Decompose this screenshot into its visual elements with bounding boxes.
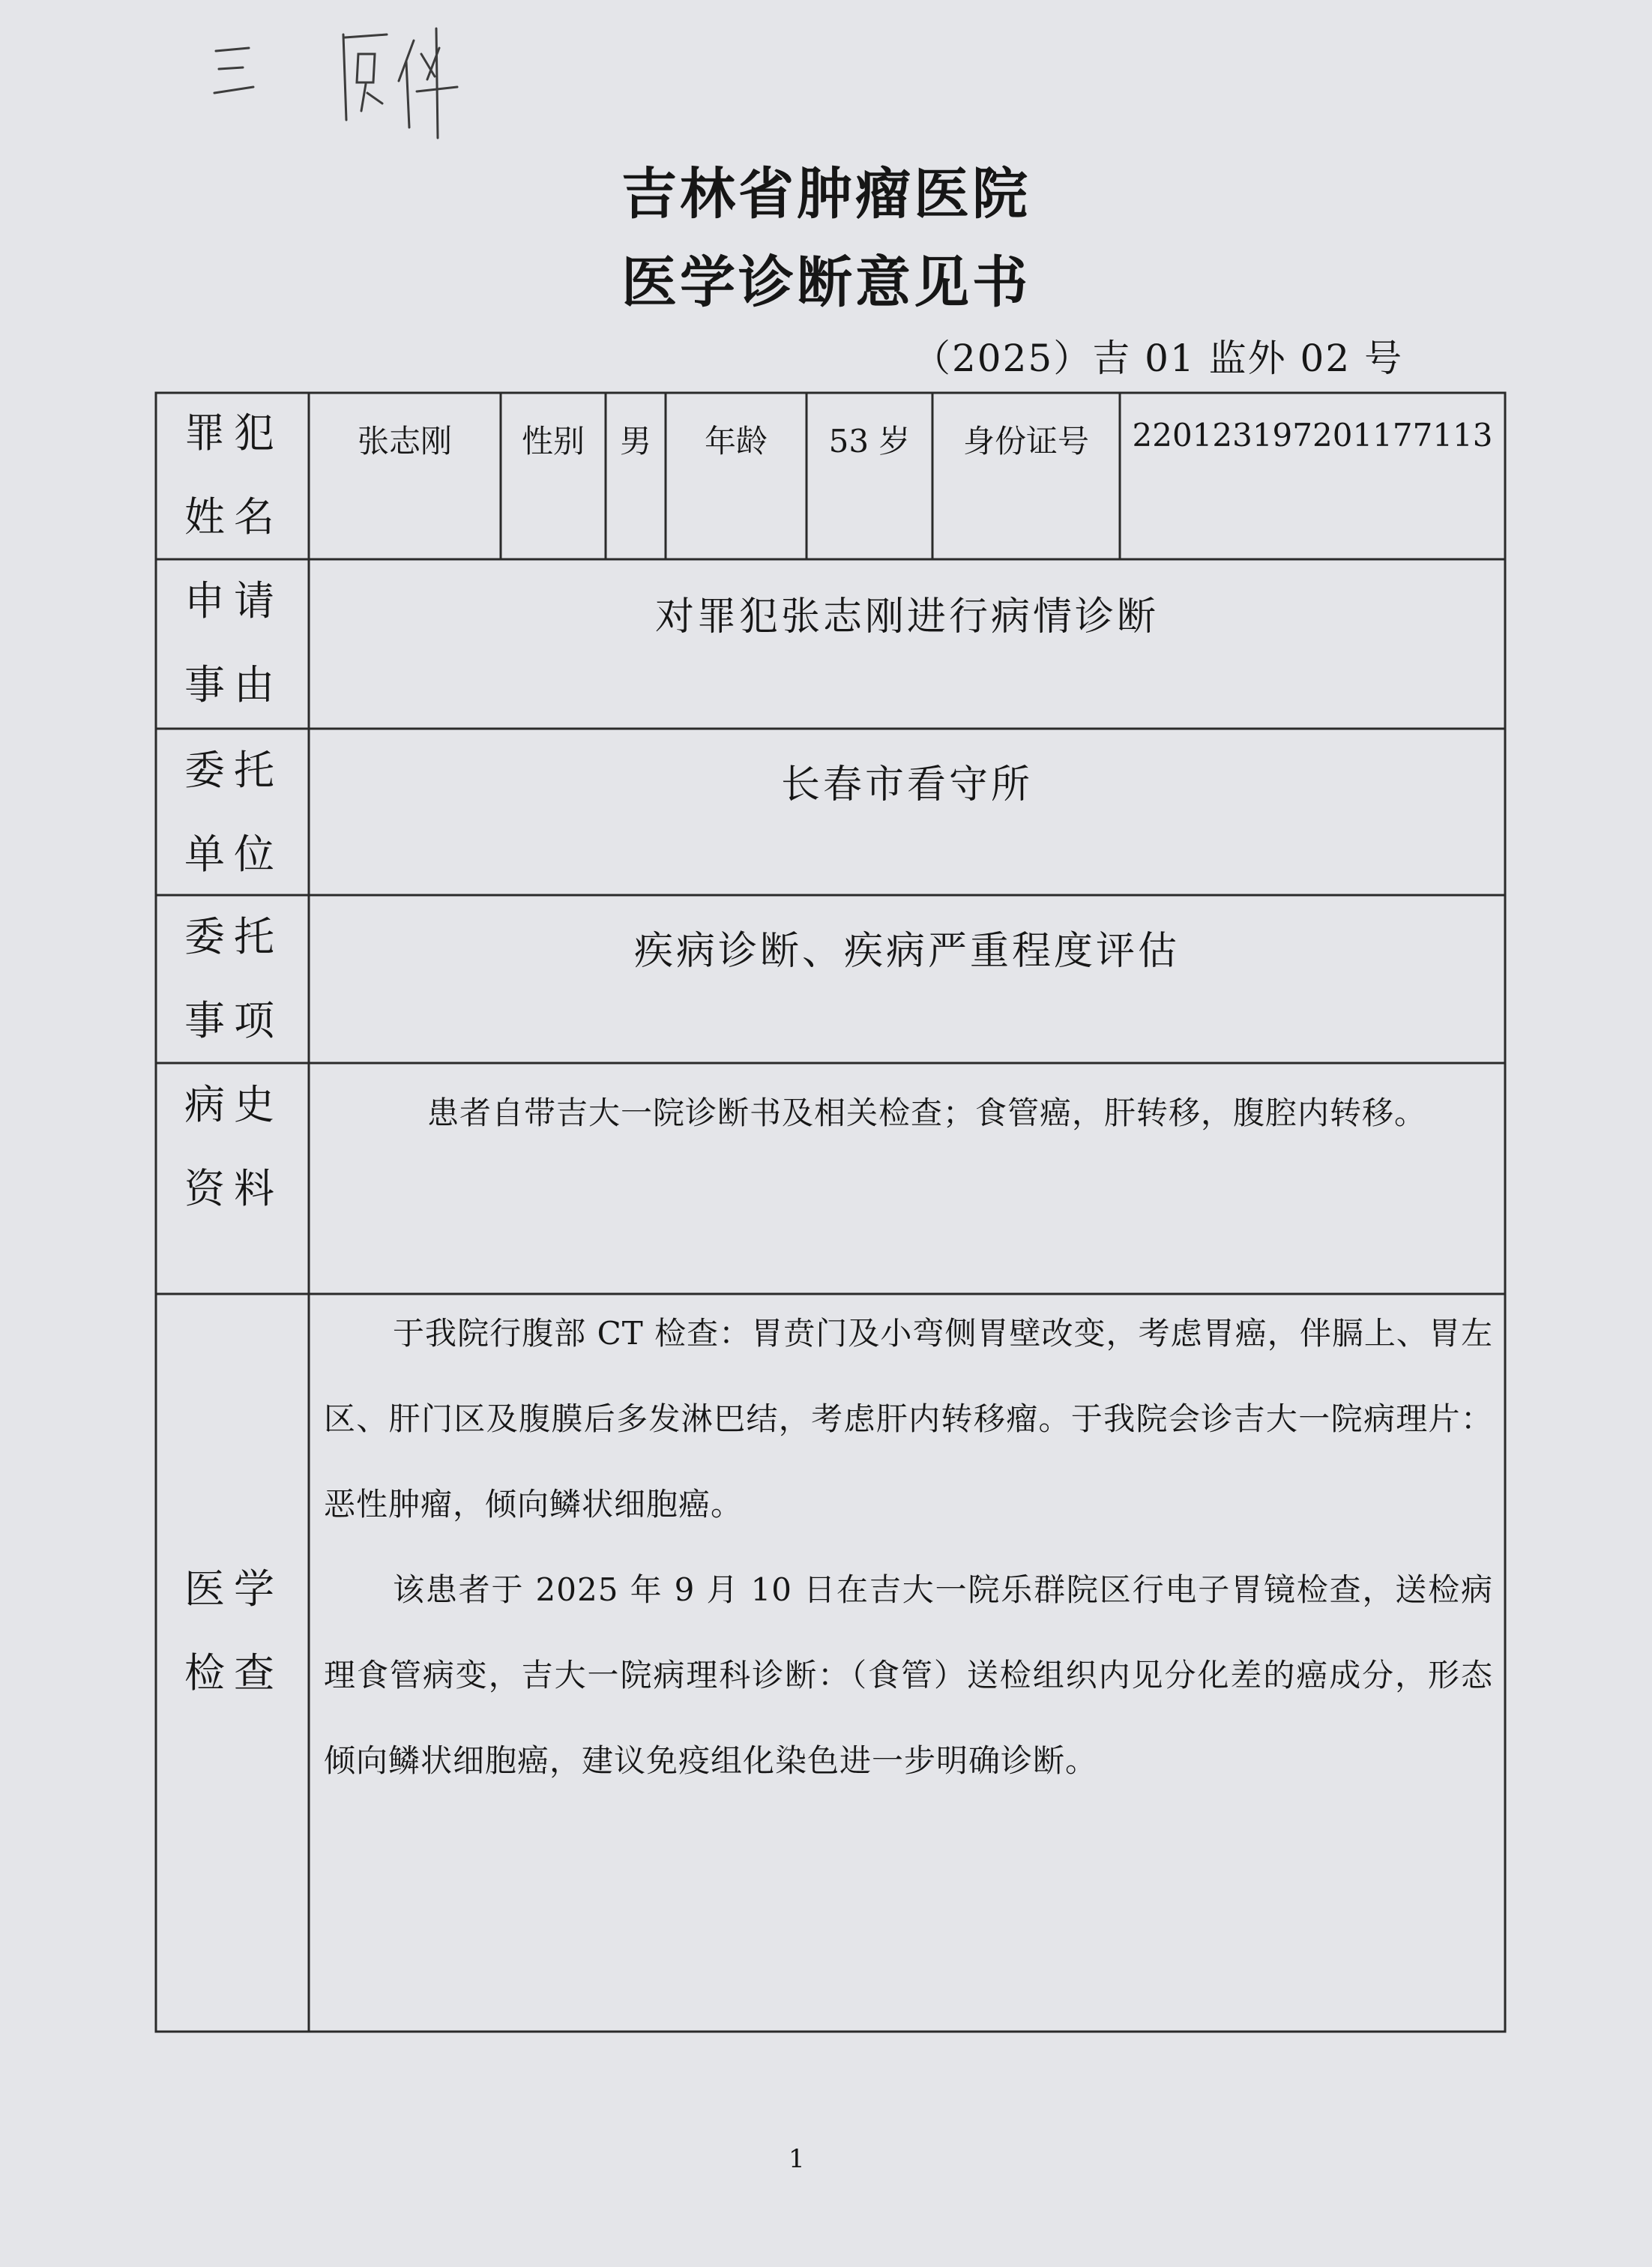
exam-paragraph: 于我院行腹部 CT 检查：胃贲门及小弯侧胃壁改变，考虑胃癌，伴膈上、胃左区、肝门区及腹膜后多发淋巴结，考虑肝内转移瘤。于我院会诊吉大一院病理片：恶性肿瘤，倾向鳞状细胞癌。: [324, 1315, 1493, 1523]
label-id-number: 身份证号: [962, 423, 1089, 460]
label-application-reason: 申请事由: [184, 577, 283, 708]
document-title: 医学诊断意见书: [621, 250, 1031, 315]
label-medical-history: 病史资料: [184, 1081, 283, 1212]
hospital-title: 吉林省肿瘤医院: [621, 162, 1031, 226]
prisoner-name: 张志刚: [357, 423, 452, 460]
label-age: 年龄: [704, 423, 768, 460]
gender-value: 男: [619, 423, 651, 460]
id-number: 220123197201177113: [1132, 417, 1493, 454]
label-entrusting-unit: 委托单位: [184, 747, 283, 878]
page-number: 1: [789, 2144, 805, 2174]
medical-history: 患者自带吉大一院诊断书及相关检查；食管癌，肝转移，腹腔内转移。: [427, 1095, 1427, 1131]
document-number: （2025）吉 01 监外 02 号: [913, 337, 1404, 380]
entrusting-unit: 长春市看守所: [780, 762, 1033, 807]
label-entrusted-items: 委托事项: [184, 913, 283, 1044]
label-gender: 性别: [521, 423, 585, 460]
medical-exam-text: [324, 1291, 1493, 1804]
exam-paragraph: 该患者于 2025 年 9 月 10 日在吉大一院乐群院区行电子胃镜检查，送检病理食管病变，吉大一院病理科诊断：（食管）送检组织内见分化差的癌成分，形态倾向鳞状细胞癌，建议免疫组化染色进一步明确诊断。: [324, 1571, 1493, 1779]
entrusted-items: 疾病诊断、疾病严重程度评估: [633, 929, 1180, 974]
age-value: 53 岁: [828, 423, 911, 460]
label-medical-exam: 医学检查: [184, 1565, 283, 1697]
application-reason: 对罪犯张志刚进行病情诊断: [654, 594, 1159, 639]
label-prisoner-name: 罪犯姓名: [184, 409, 283, 541]
